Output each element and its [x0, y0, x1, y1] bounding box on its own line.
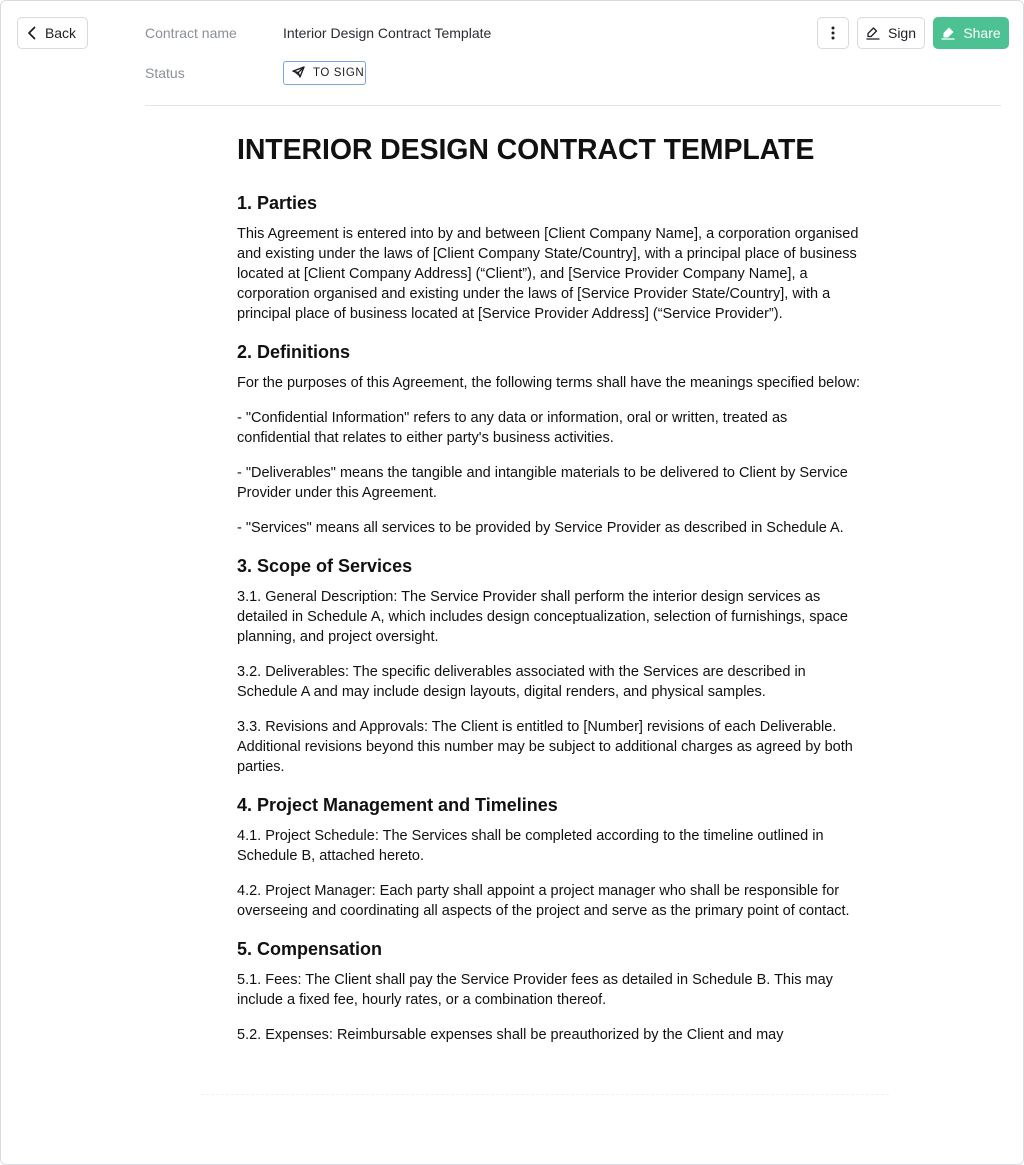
section-paragraph: 3.3. Revisions and Approvals: The Client is entitled to [Number] revisions of each Deliverable. Additional revisions beyond this number may be subject to additional charges as agreed by both parties. [237, 719, 853, 775]
section-paragraph: 3.2. Deliverables: The specific deliverables associated with the Services are described in Schedule A and may include design layouts, digital renders, and physical samples. [237, 664, 806, 700]
section-paragraph: For the purposes of this Agreement, the following terms shall have the meanings specified below: [237, 375, 861, 391]
status-label: Status [145, 65, 185, 81]
section-heading: 5. Compensation [237, 939, 383, 959]
header-divider [145, 105, 1001, 106]
document-title: INTERIOR DESIGN CONTRACT TEMPLATE [237, 134, 815, 166]
preview-fade-overlay [1, 1051, 1024, 1165]
share-label: Share [963, 25, 1001, 41]
section-paragraph: 5.1. Fees: The Client shall pay the Service Provider fees as detailed in Schedule B. This may include a fixed fee, hourly rates, or a combination thereof. [237, 972, 833, 1008]
contract-document [237, 129, 861, 1060]
sign-button[interactable] [857, 17, 925, 49]
share-button[interactable] [933, 17, 1009, 49]
section-heading: 2. Definitions [237, 342, 351, 362]
chevron-left-icon [27, 26, 37, 40]
back-label: Back [44, 25, 77, 41]
sign-label: Sign [887, 25, 917, 41]
contract-name-label: Contract name [145, 25, 237, 41]
document-section [237, 937, 861, 1045]
section-paragraph: 4.1. Project Schedule: The Services shall be completed according to the timeline outlined in Schedule B, attached hereto. [237, 828, 824, 864]
section-heading: 1. Parties [237, 193, 318, 213]
section-paragraph: - "Deliverables" means the tangible and intangible materials to be delivered to Client by Service Provider under this Agreement. [237, 465, 848, 501]
section-paragraph: - "Services" means all services to be provided by Service Provider as described in Schedule A. [237, 520, 844, 536]
share-icon [941, 26, 955, 40]
section-heading: 3. Scope of Services [237, 556, 413, 576]
section-paragraph: This Agreement is entered into by and between [Client Company Name], a corporation organised and existing under the laws of [Client Company State/Country], with a principal place of business located at [Client Company Address] (“Client”), and [Service Provider Company Name], a corporation organised and existing under the laws of [Service Provider State/Country], with a principal place of business located at [Service Provider Address] (“Service Provider”). [237, 226, 859, 322]
document-section [237, 554, 861, 777]
section-paragraph: 5.2. Expenses: Reimbursable expenses shall be preauthorized by the Client and may [237, 1027, 784, 1043]
more-options-button[interactable] [817, 17, 849, 49]
contract-name-value: Interior Design Contract Template [283, 25, 492, 41]
document-section [237, 793, 861, 921]
send-icon [292, 66, 305, 81]
section-paragraph: 3.1. General Description: The Service Provider shall perform the interior design services as detailed in Schedule A, which includes design conceptualization, selection of furnishings, space planning, and project oversight. [237, 589, 848, 645]
status-value: TO SIGN [313, 67, 365, 79]
more-vertical-icon [831, 26, 835, 40]
section-paragraph: - "Confidential Information" refers to any data or information, oral or written, treated as confidential that relates to either party's business activities. [237, 410, 788, 446]
section-paragraph: 4.2. Project Manager: Each party shall appoint a project manager who shall be responsible for overseeing and coordinating all aspects of the project and serve as the primary point of contact. [237, 883, 850, 919]
signature-icon [866, 26, 880, 40]
back-button[interactable] [17, 17, 88, 49]
section-heading: 4. Project Management and Timelines [237, 795, 558, 815]
document-section [237, 191, 861, 324]
status-badge[interactable] [283, 61, 366, 85]
document-section [237, 340, 861, 538]
